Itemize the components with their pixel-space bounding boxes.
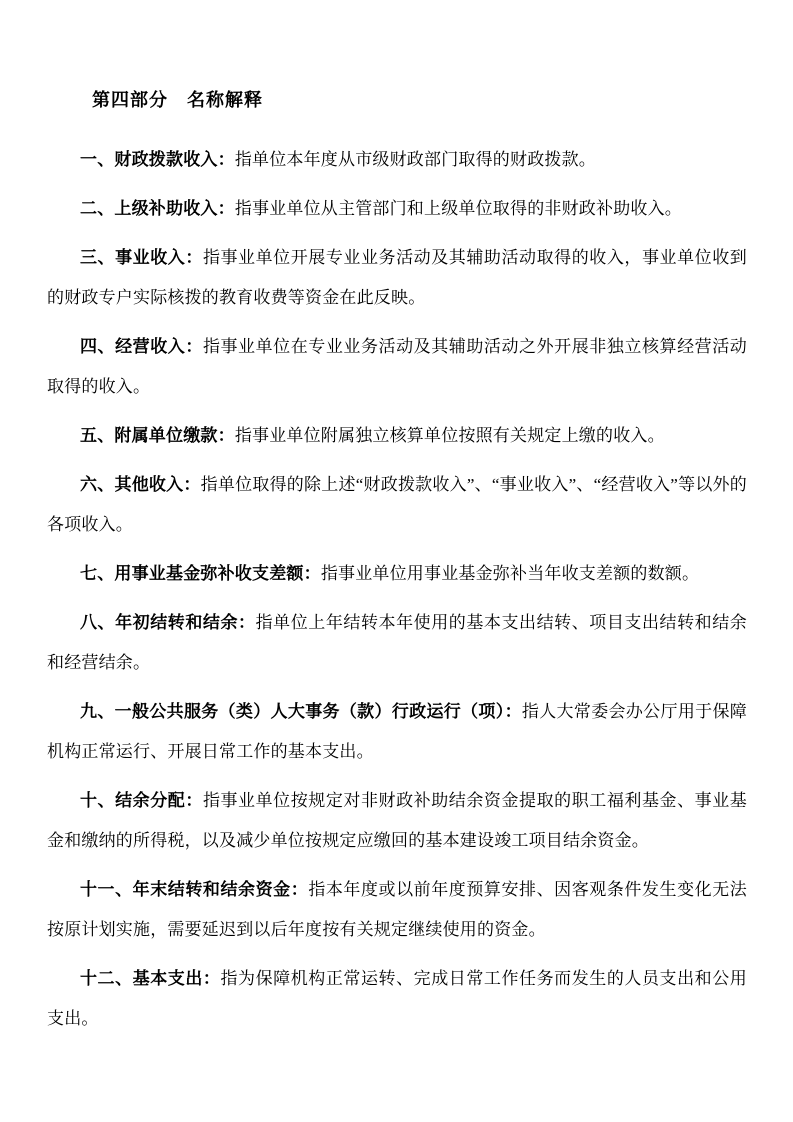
term-definition: 指人大常委会办公厅用于保障机构正常运行、开展日常工作的基本支出。 (47, 702, 747, 761)
section-title: 第四部分 名称解释 (92, 90, 263, 110)
glossary-item (47, 327, 747, 407)
term-definition: 指单位上年结转本年使用的基本支出结转、项目支出结转和结余和经营结余。 (47, 613, 747, 672)
term-label: 七、用事业基金弥补收支差额： (80, 564, 321, 583)
glossary-item (47, 189, 747, 229)
glossary-item (47, 465, 747, 545)
term-label: 十二、基本支出： (80, 969, 221, 988)
term-definition: 指为保障机构正常运转、完成日常工作任务而发生的人员支出和公用支出。 (47, 969, 747, 1028)
term-definition: 指事业单位按规定对非财政补助结余资金提取的职工福利基金、事业基金和缴纳的所得税，以及减少单位按规定应缴回的基本建设竣工项目结余资金。 (47, 791, 747, 850)
term-definition: 指单位取得的除上述“财政拨款收入”、“事业收入”、“经营收入”等以外的各项收入。 (47, 475, 747, 534)
term-definition: 指事业单位从主管部门和上级单位取得的非财政补助收入。 (234, 199, 683, 218)
term-label: 六、其他收入： (80, 475, 201, 494)
glossary-item (47, 870, 747, 950)
term-label: 八、年初结转和结余： (80, 613, 256, 632)
glossary-item (47, 416, 747, 456)
term-definition: 指单位本年度从市级财政部门取得的财政拨款。 (234, 150, 597, 169)
term-label: 十、结余分配： (80, 791, 203, 810)
term-label: 二、上级补助收入： (80, 199, 235, 218)
glossary-item (47, 603, 747, 683)
glossary-item (47, 140, 747, 180)
term-definition: 指事业单位开展专业业务活动及其辅助活动取得的收入，事业单位收到的财政专户实际核拨的教育收费等资金在此反映。 (47, 248, 747, 307)
term-label: 四、经营收入： (80, 337, 203, 356)
term-label: 一、财政拨款收入： (80, 150, 235, 169)
term-definition: 指事业单位在专业业务活动及其辅助活动之外开展非独立核算经营活动取得的收入。 (47, 337, 747, 396)
term-label: 三、事业收入： (80, 248, 203, 267)
glossary-item (47, 238, 747, 318)
term-definition: 指事业单位附属独立核算单位按照有关规定上缴的收入。 (234, 426, 665, 445)
term-label: 九、一般公共服务（类）人大事务（款）行政运行（项）： (80, 702, 522, 721)
glossary-item (47, 692, 747, 772)
glossary-item (47, 781, 747, 861)
term-label: 五、附属单位缴款： (80, 426, 235, 445)
glossary-item (47, 959, 747, 1039)
term-label: 十一、年末结转和结余资金： (80, 880, 309, 899)
glossary-item (47, 554, 747, 594)
term-definition: 指事业单位用事业基金弥补当年收支差额的数额。 (320, 564, 700, 583)
term-definition: 指本年度或以前年度预算安排、因客观条件发生变化无法按原计划实施，需要延迟到以后年度按有关规定继续使用的资金。 (47, 880, 747, 939)
